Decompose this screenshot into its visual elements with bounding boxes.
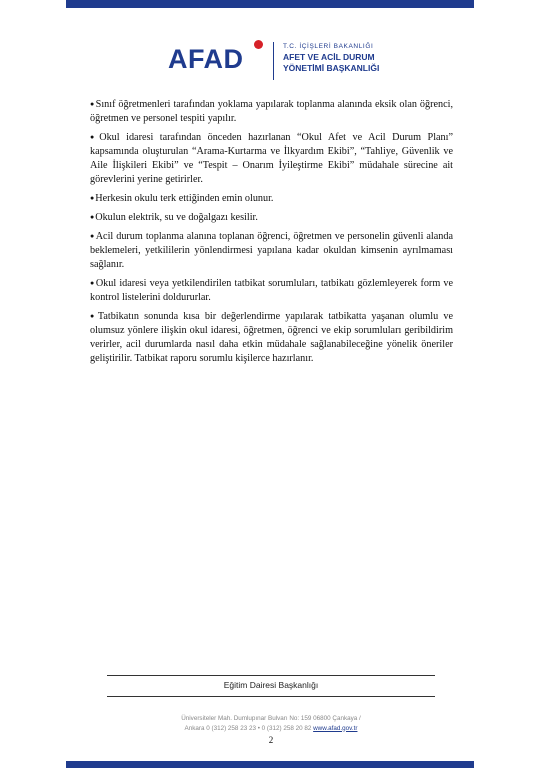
document-body	[90, 97, 453, 370]
afad-logo: AFAD	[168, 44, 244, 74]
address-line-2	[107, 724, 435, 734]
list-item	[90, 130, 453, 187]
agency-line-1: AFET VE ACİL DURUM	[283, 52, 375, 62]
list-item	[90, 191, 453, 206]
bullet-icon: ●	[90, 100, 95, 108]
bullet-icon: ●	[90, 194, 95, 202]
bottom-color-bar	[66, 761, 474, 768]
organization-name	[283, 42, 379, 74]
bullet-icon: ●	[90, 133, 99, 141]
list-item	[90, 276, 453, 305]
phone-numbers: Ankara 0 (312) 258 23 23 • 0 (312) 258 20 82	[184, 724, 312, 732]
footer-address	[107, 714, 435, 733]
paragraph-text: Okul idaresi veya yetkilendirilen tatbikat sorumluları, tatbikatı gözlemleyerek form ve kontrol listelerini doldururlar.	[90, 278, 453, 303]
footer-bottom-rule	[107, 696, 435, 697]
website-link[interactable]: www.afad.gov.tr	[313, 724, 358, 732]
list-item	[90, 229, 453, 272]
list-item	[90, 97, 453, 126]
paragraph-text: Acil durum toplanma alanına toplanan öğrenci, öğretmen ve personelin güvenli alanda beklemeleri, yetkililerin yönlendirmesi yapılana kadar okuldan kimsenin ayrılmaması sağlanır.	[90, 231, 453, 270]
header-divider	[273, 42, 274, 80]
top-color-bar	[66, 0, 474, 8]
list-item	[90, 309, 453, 366]
bullet-icon: ●	[90, 312, 97, 320]
footer-department: Eğitim Dairesi Başkanlığı	[223, 680, 319, 690]
bullet-icon: ●	[90, 232, 95, 240]
bullet-icon: ●	[90, 279, 95, 287]
ministry-line: T.C. İÇİŞLERİ BAKANLIĞI	[283, 43, 374, 50]
paragraph-text: Sınıf öğretmenleri tarafından yoklama yapılarak toplanma alanında eksik olan öğrenci, öğretmen ve personel tespiti yapılır.	[90, 99, 454, 124]
page-number: 2	[268, 735, 274, 745]
paragraph-text: Herkesin okulu terk ettiğinden emin olunur.	[95, 193, 274, 204]
page-header	[168, 38, 418, 82]
agency-line-2: YÖNETİMİ BAŞKANLIĞI	[283, 63, 380, 73]
list-item	[90, 210, 453, 225]
address-line-1: Üniversiteler Mah. Dumlupınar Bulvarı No: 159 06800 Çankaya /	[181, 715, 361, 722]
paragraph-text: Okulun elektrik, su ve doğalgazı kesilir.	[95, 212, 258, 223]
footer-top-rule	[107, 675, 435, 676]
paragraph-text: Tatbikatın sonunda kısa bir değerlendirme yapılarak tatbikatta yaşanan olumlu ve olumsuz yönlere ilişkin okul idaresi, öğretmen, öğrenci ve ekip sorumluları geribildirim verirler, acil durumlarda nasıl daha etkin müdahale sağlanabileceğine yönelik öneriler geliştirilir. Tatbikat raporu sorumlu kişilerce hazırlanır.	[90, 311, 453, 364]
bullet-icon: ●	[90, 213, 95, 221]
paragraph-text: Okul idaresi tarafından önceden hazırlanan “Okul Afet ve Acil Durum Planı” kapsamında oluşturulan “Arama-Kurtarma ve İlkyardım Ekibi”, “Tahliye, Güvenlik ve Aile İlişkileri Ekibi” ve “Tespit – Onarım İyileştirme Ekibi” müdahale sürecine ait görevlerini yerine getirirler.	[90, 132, 453, 185]
turkish-flag-icon	[254, 40, 263, 49]
